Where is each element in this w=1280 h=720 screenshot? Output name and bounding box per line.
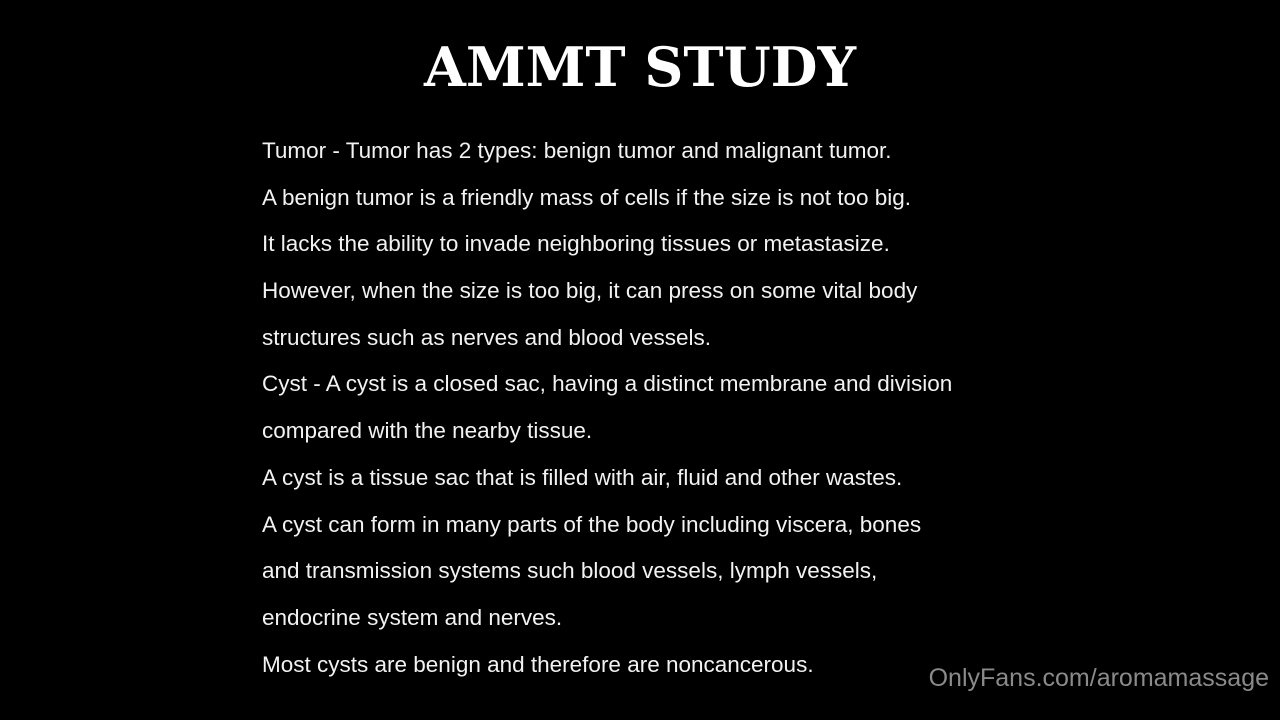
body-line: A cyst is a tissue sac that is filled with air, fluid and other wastes.: [262, 464, 903, 490]
body-line: endocrine system and nerves.: [262, 604, 563, 630]
body-line: Cyst - A cyst is a closed sac, having a distinct membrane and division: [262, 371, 953, 397]
body-line: However, when the size is too big, it can press on some vital body: [262, 278, 918, 304]
slide-body: [262, 128, 1052, 688]
watermark-text: OnlyFans.com/aromamassage: [928, 664, 1269, 692]
body-line: and transmission systems such blood vessels, lymph vessels,: [262, 558, 878, 584]
body-line: compared with the nearby tissue.: [262, 418, 593, 444]
body-line: structures such as nerves and blood vessels.: [262, 324, 711, 350]
slide-title: AMMT STUDY: [423, 35, 857, 99]
body-line: It lacks the ability to invade neighboring tissues or metastasize.: [262, 231, 890, 257]
body-line: A cyst can form in many parts of the body including viscera, bones: [262, 511, 922, 537]
body-line: Most cysts are benign and therefore are noncancerous.: [262, 651, 814, 677]
body-line: Tumor - Tumor has 2 types: benign tumor and malignant tumor.: [262, 138, 892, 163]
body-line: A benign tumor is a friendly mass of cells if the size is not too big.: [262, 184, 912, 210]
